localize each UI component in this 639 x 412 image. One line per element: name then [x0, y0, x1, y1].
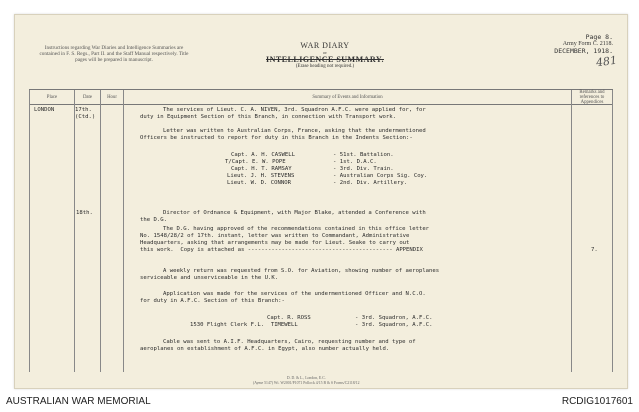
date-cell-18: 18th. — [76, 210, 93, 216]
officer-name: Lieut. J. H. STEVENS — [227, 173, 295, 179]
col-header-summary: Summary of Events and Information — [312, 94, 383, 100]
instructions-text: Instructions regarding War Diaries and Intelligence Summaries are contained in F. S. Regs., Part II. and the Staff Manual respectively. Title pages will be prepared in manuscript. — [39, 45, 189, 63]
title-war-diary: WAR DIARY — [300, 41, 350, 50]
entry-line: Officers be instructed to report for duty in this Branch in the Indents Section:- — [140, 135, 413, 141]
entry-line: this work. Copy is attached as ------------------------------------------- APPENDIX — [140, 247, 423, 253]
entry-line: for duty in A.F.C. Section of this Branch:- — [140, 298, 285, 304]
entry-line: No. 1548/28/2 of 17th. instant, letter was written to Commandant, Administrative — [140, 233, 410, 239]
entry-line: Cable was sent to A.I.F. Headquarters, Cairo, requesting number and type of — [163, 339, 416, 345]
col-header-remarks: Remarks and references to Appendices — [579, 89, 605, 105]
place-cell: LONDON — [34, 107, 55, 113]
entry-line: the D.G. — [140, 217, 167, 223]
diary-page — [14, 14, 628, 389]
archive-caption: AUSTRALIAN WAR MEMORIAL — [6, 396, 151, 407]
entry-line: Letter was written to Australian Corps, France, asking that the undermentioned — [163, 128, 426, 134]
date-cell-17-cont: (Ctd.) — [75, 114, 96, 120]
page-number: Page 8. — [585, 33, 613, 41]
entry-line: The services of Lieut. C. A. NIVEN, 3rd. Squadron A.F.C. were applied for, for — [163, 107, 426, 113]
month-year: DECEMBER, 1918. — [554, 47, 613, 55]
printer-line-1: D. D. & L., London, E.C. — [286, 376, 326, 380]
column-divider-summary — [571, 90, 572, 372]
form-meta — [503, 33, 613, 55]
table-right-edge — [612, 90, 613, 372]
entry-line: duty in Equipment Section of this Branch, in connection with Transport work. — [140, 114, 396, 120]
officer-unit: - Australian Corps Sig. Coy. — [333, 173, 428, 179]
entry-line: The D.G. having approved of the recommendations contained in this office letter — [163, 226, 430, 232]
officer-name: Capt. A. H. CASWELL — [231, 152, 295, 158]
title-or: or — [323, 50, 327, 55]
officer-name: T/Capt. E. W. POPE — [225, 159, 286, 165]
personnel-unit: - 3rd. Squadron, A.F.C. — [355, 315, 433, 321]
officer-unit: - 51st. Battalion. — [333, 152, 394, 158]
form-number: Army Form C. 2118. — [562, 41, 613, 47]
col-header-place: Place — [46, 94, 58, 100]
officer-name: Lieut. W. D. CONNOR — [227, 180, 291, 186]
entry-line: serviceable and unserviceable in the U.K. — [140, 275, 279, 281]
archive-id: RCDIG1017601 — [561, 396, 633, 407]
entry-line: Director of Ordnance & Equipment, with Major Blake, attended a Conference with — [163, 210, 426, 216]
personnel-unit: - 3rd. Squadron, A.F.C. — [355, 322, 433, 328]
title-intelligence-summary: INTELLIGENCE SUMMARY. — [266, 55, 384, 64]
entry-line: Headquarters, asking that arrangements may be made for Lieut. Seake to carry out — [140, 240, 410, 246]
column-divider-place — [74, 90, 75, 372]
table-left-edge — [29, 90, 30, 372]
officer-unit: - 3rd. Div. Train. — [333, 166, 394, 172]
date-cell-17: 17th. — [75, 107, 92, 113]
handwritten-folio-number: 481 — [595, 53, 618, 70]
appendix-reference: 7. — [591, 247, 598, 253]
col-header-date: Date — [82, 94, 93, 100]
printer-line-2: (Ayme 5147) Wt. W2001/P1071 Pollock 4/15 B & S Forms/C2118/12 — [253, 380, 360, 385]
personnel-name: Capt. R. ROSS — [267, 315, 311, 321]
officer-unit: - 2nd. Div. Artillery. — [333, 180, 408, 186]
column-divider-hour — [123, 90, 124, 372]
form-title — [235, 41, 415, 69]
personnel-name: 1530 Flight Clerk F.L. TIMEWELL — [190, 322, 298, 328]
table-header-rule — [29, 104, 613, 105]
officer-name: Capt. H. T. RAMSAY — [231, 166, 292, 172]
col-header-hour: Hour — [107, 94, 117, 100]
title-note: (Erase heading not required.) — [295, 64, 355, 69]
entry-line: Application was made for the services of the undermentioned Officer and N.C.O. — [163, 291, 426, 297]
entry-line: A weekly return was requested from S.O. for Aviation, showing number of aeroplanes — [163, 268, 440, 274]
entry-line: aeroplanes on establishment of A.F.C. in Egypt, also number actually held. — [140, 346, 390, 352]
printer-imprint — [253, 376, 360, 385]
officer-unit: - 1st. D.A.C. — [333, 159, 377, 165]
column-divider-date — [100, 90, 101, 372]
